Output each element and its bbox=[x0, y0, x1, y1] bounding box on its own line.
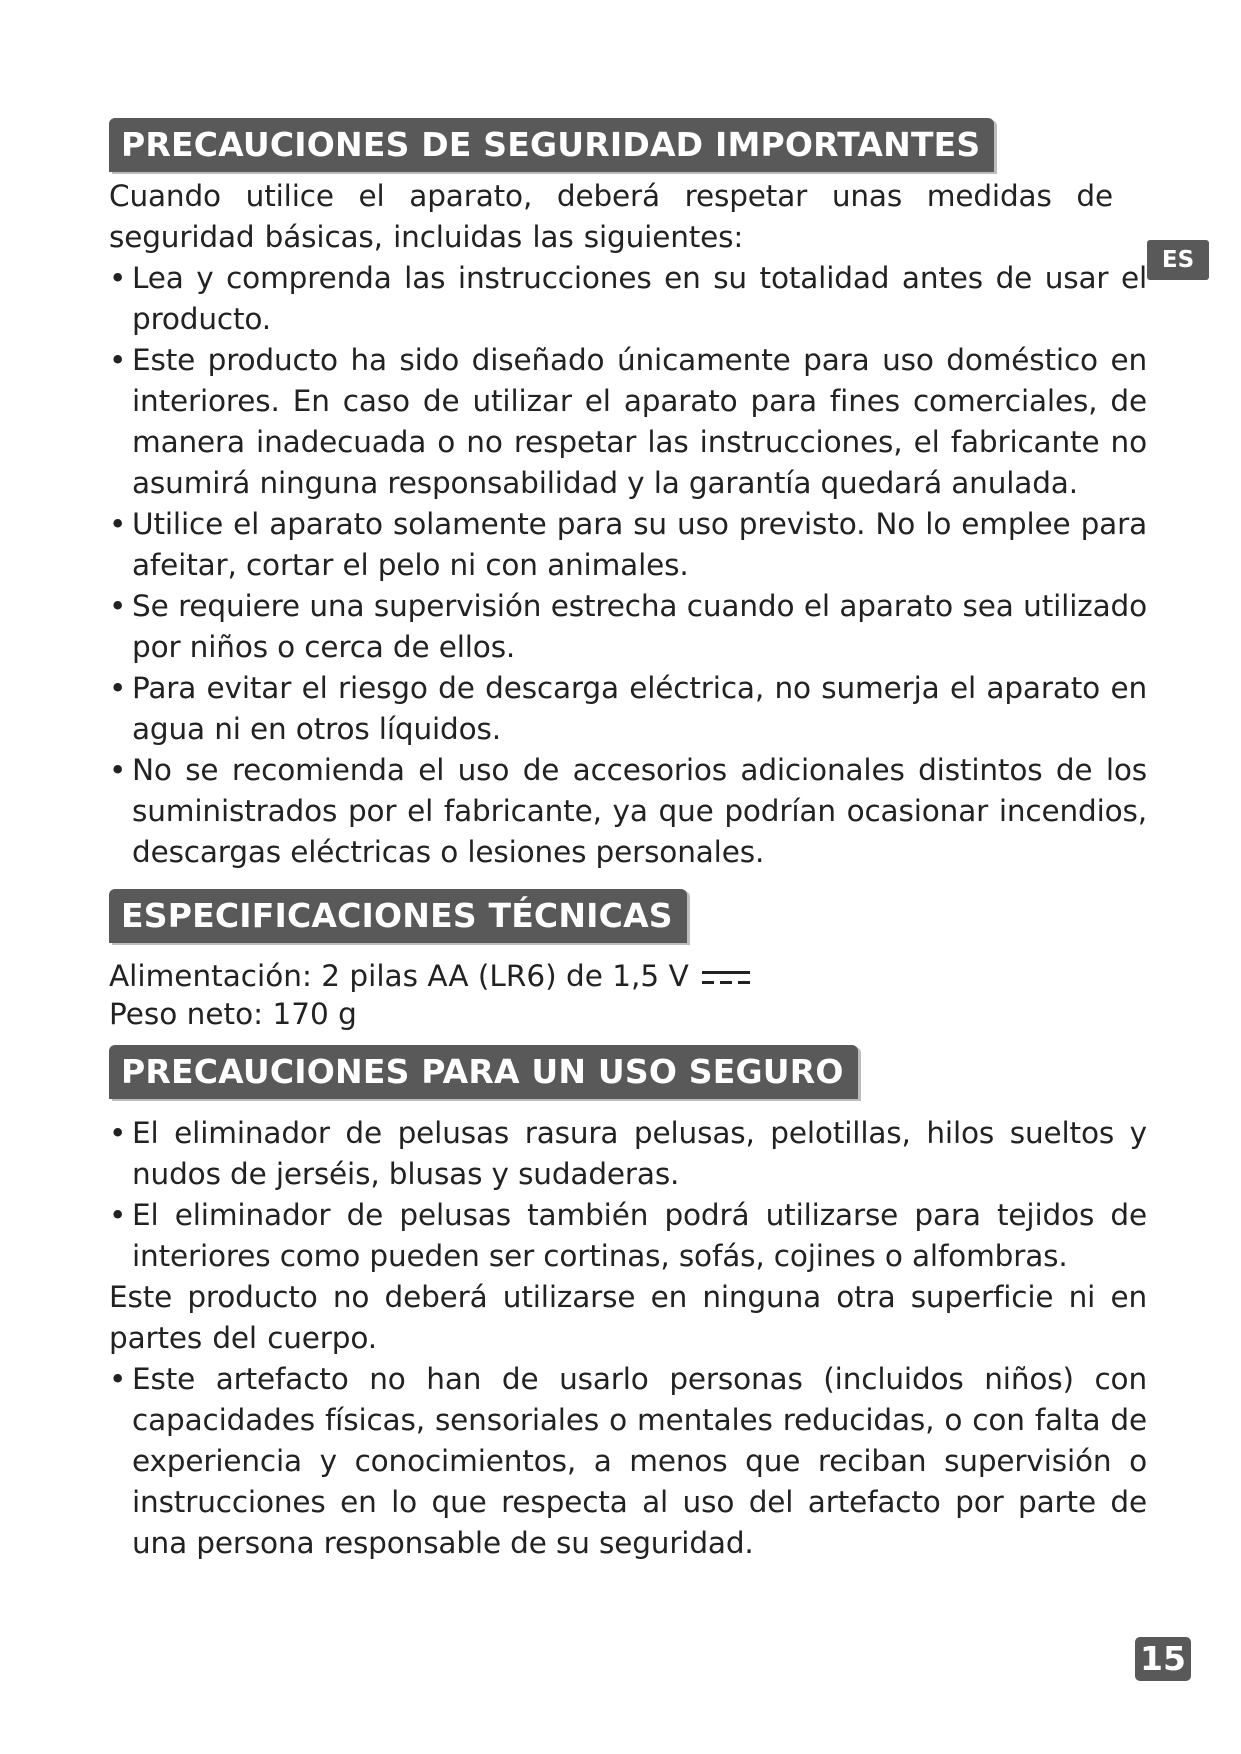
list-item: • Utilice el aparato solamente para su uso previsto. No lo emplee para afeitar, cortar el pelo ni con animales. bbox=[109, 504, 1147, 586]
list-item: • El eliminador de pelusas rasura pelusas, pelotillas, hilos sueltos y nudos de jerséis, blusas y sudaderas. bbox=[109, 1113, 1147, 1195]
list-item: • El eliminador de pelusas también podrá utilizarse para tejidos de interiores como pueden ser cortinas, sofás, cojines o alfombras. bbox=[109, 1195, 1147, 1277]
specs-block bbox=[109, 957, 1147, 1033]
safe-use-list-2 bbox=[109, 1359, 1147, 1564]
language-tab: ES bbox=[1147, 240, 1209, 280]
direct-current-icon bbox=[700, 967, 754, 989]
list-item: • Para evitar el riesgo de descarga eléctrica, no sumerja el aparato en agua ni en otros líquidos. bbox=[109, 668, 1147, 750]
page-content bbox=[109, 118, 1147, 1564]
list-item: • Este producto ha sido diseñado únicamente para uso doméstico en interiores. En caso de utilizar el aparato para fines comerciales, de manera inadecuada o no respetar las instrucciones, el fabricante no asumirá ninguna responsabilidad y la garantía quedará anulada. bbox=[109, 340, 1147, 504]
page-number: 15 bbox=[1135, 1637, 1191, 1681]
safe-use-note: Este producto no deberá utilizarse en ninguna otra superficie ni en partes del cuerpo. bbox=[109, 1280, 1147, 1355]
safety-intro: Cuando utilice el aparato, deberá respetar unas medidas de seguridad básicas, incluidas las siguientes: bbox=[109, 179, 1113, 254]
list-item: • Se requiere una supervisión estrecha cuando el aparato sea utilizado por niños o cerca de ellos. bbox=[109, 586, 1147, 668]
safety-heading: PRECAUCIONES DE SEGURIDAD IMPORTANTES bbox=[109, 118, 994, 172]
specs-heading: ESPECIFICACIONES TÉCNICAS bbox=[109, 889, 687, 943]
specs-power bbox=[109, 957, 1147, 995]
specs-power-text: Alimentación: 2 pilas AA (LR6) de 1,5 V bbox=[109, 959, 689, 993]
specs-weight: Peso neto: 170 g bbox=[109, 997, 357, 1031]
safety-list bbox=[109, 258, 1147, 873]
list-item: • Este artefacto no han de usarlo personas (incluidos niños) con capacidades físicas, sensoriales o mentales reducidas, o con falta de experiencia y conocimientos, a menos que reciban supervisión o instrucciones en lo que respecta al uso del artefacto por parte de una persona responsable de su seguridad. bbox=[109, 1359, 1147, 1564]
list-item: • Lea y comprenda las instrucciones en su totalidad antes de usar el producto. bbox=[109, 258, 1147, 340]
safe-use-heading: PRECAUCIONES PARA UN USO SEGURO bbox=[109, 1045, 858, 1099]
safe-use-list bbox=[109, 1113, 1147, 1277]
list-item: • No se recomienda el uso de accesorios adicionales distintos de los suministrados por el fabricante, ya que podrían ocasionar incendios, descargas eléctricas o lesiones personales. bbox=[109, 750, 1147, 873]
